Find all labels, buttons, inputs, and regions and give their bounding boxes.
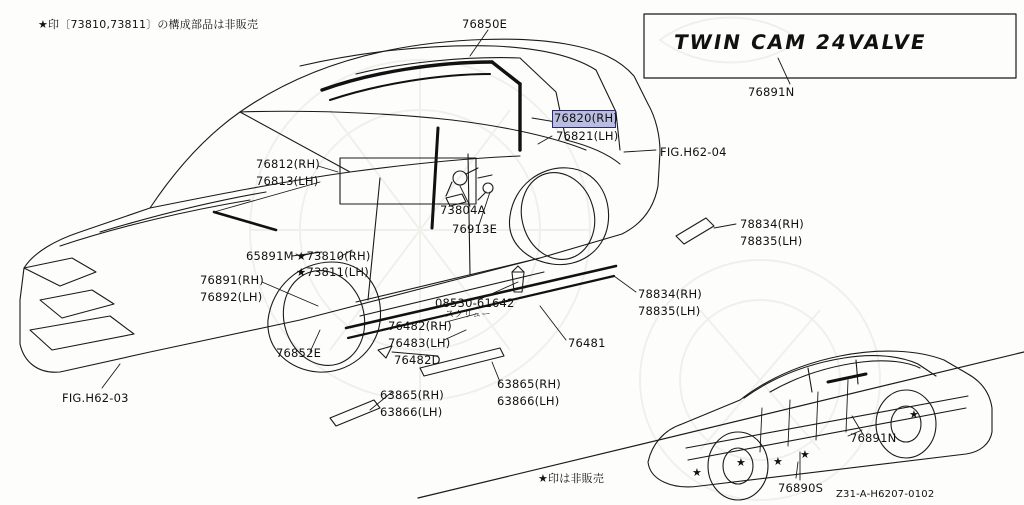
callout-76892-lh[interactable]: 76892(LH)	[200, 290, 263, 304]
note-non-sale-parts[interactable]: ★印〔73810,73811〕の構成部品は非販売	[38, 18, 259, 31]
callout-76482D[interactable]: 76482D	[394, 353, 441, 367]
callout-78834-rh-mid[interactable]: 78834(RH)	[638, 287, 702, 301]
emblem-twin-cam-24valve: TWIN CAM 24VALVE	[672, 30, 929, 54]
callout-76482-rh[interactable]: 76482(RH)	[388, 319, 452, 333]
callout-76813-lh[interactable]: 76813(LH)	[256, 174, 319, 188]
callout-78835-lh-mid[interactable]: 78835(LH)	[638, 304, 701, 318]
callout-78835-lh-right[interactable]: 78835(LH)	[740, 234, 803, 248]
callout-fig-h62-04[interactable]: FIG.H62-04	[660, 145, 727, 159]
callout-76481[interactable]: 76481	[568, 336, 606, 350]
star-marker-3: ★	[773, 455, 784, 468]
callout-73804A[interactable]: 73804A	[440, 203, 486, 217]
callout-08530-kana[interactable]: スクリュー	[445, 310, 491, 320]
callout-63866-lh-right[interactable]: 63866(LH)	[497, 394, 560, 408]
callout-fig-h62-03[interactable]: FIG.H62-03	[62, 391, 129, 405]
callout-76812-rh[interactable]: 76812(RH)	[256, 157, 320, 171]
callout-63865-rh-left[interactable]: 63865(RH)	[380, 388, 444, 402]
callout-65891M[interactable]: 65891M	[246, 249, 294, 263]
callout-76891N-bottom[interactable]: 76891N	[850, 431, 897, 445]
callout-76850E[interactable]: 76850E	[462, 17, 508, 31]
highlighted-part-label[interactable]: 76820(RH)	[554, 111, 618, 125]
callout-73811-lh[interactable]: ★73811(LH)	[296, 265, 369, 279]
star-marker-4: ★	[736, 456, 747, 469]
drawing-number[interactable]: Z31-A-H6207-0102	[836, 489, 935, 500]
callout-63866-lh-left[interactable]: 63866(LH)	[380, 405, 443, 419]
callout-76891-rh[interactable]: 76891(RH)	[200, 273, 264, 287]
note-non-sale-bottom[interactable]: ★印は非販売	[538, 472, 605, 485]
callout-08530-61642[interactable]: 08530-61642	[435, 296, 515, 310]
callout-63865-rh-right[interactable]: 63865(RH)	[497, 377, 561, 391]
callout-76483-lh[interactable]: 76483(LH)	[388, 336, 451, 350]
callout-76890S[interactable]: 76890S	[778, 481, 824, 495]
callout-76913E[interactable]: 76913E	[452, 222, 498, 236]
callout-73810-rh[interactable]: ★73810(RH)	[296, 249, 371, 263]
callout-76821-lh[interactable]: 76821(LH)	[556, 129, 619, 143]
star-marker-2: ★	[800, 448, 811, 461]
star-marker-1: ★	[909, 408, 920, 421]
star-marker-5: ★	[692, 466, 703, 479]
callout-76891N-top[interactable]: 76891N	[748, 85, 795, 99]
callout-78834-rh-right[interactable]: 78834(RH)	[740, 217, 804, 231]
callout-76852E[interactable]: 76852E	[276, 346, 322, 360]
